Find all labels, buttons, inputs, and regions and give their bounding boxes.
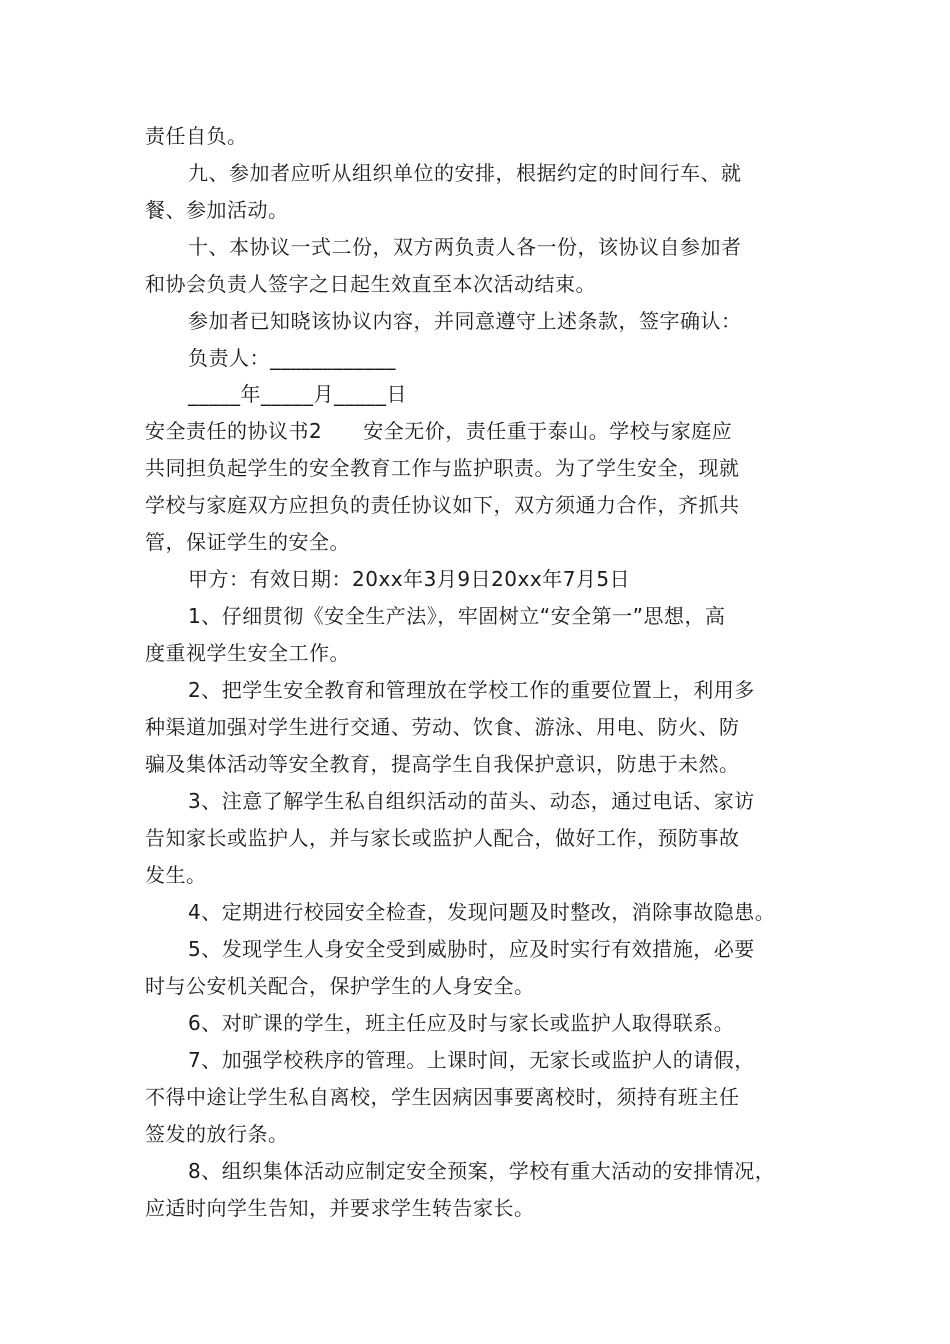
paragraph-line: 学校与家庭双方应担负的责任协议如下，双方须通力合作，齐抓共 [145,493,740,517]
paragraph-line: 骗及集体活动等安全教育，提高学生自我保护意识，防患于未然。 [145,752,740,776]
signature-line: 负责人：____________ [188,346,396,370]
paragraph-line: 3、注意了解学生私自组织活动的苗头、动态，通过电话、家访 [188,789,755,813]
date-line: _____年_____月_____日 [188,382,407,406]
paragraph-line: 时与公安机关配合，保护学生的人身安全。 [145,974,535,998]
paragraph-line: 甲方：有效日期：20xx年3月9日20xx年7月5日 [188,567,631,591]
paragraph-line: 告知家长或监护人，并与家长或监护人配合，做好工作，预防事故 [145,826,740,850]
paragraph-line: 共同担负起学生的安全教育工作与监护职责。为了学生安全，现就 [145,456,740,480]
paragraph-line: 应适时向学生告知，并要求学生转告家长。 [145,1196,535,1220]
paragraph-line: 6、对旷课的学生，班主任应及时与家长或监护人取得联系。 [188,1011,735,1035]
paragraph-line: 5、发现学生人身安全受到威胁时，应及时实行有效措施，必要 [188,937,755,961]
paragraph-line: 十、本协议一式二份，双方两负责人各一份，该协议自参加者 [188,235,742,259]
paragraph-line: 度重视学生安全工作。 [145,641,350,665]
paragraph-line: 4、定期进行校园安全检查，发现问题及时整改，消除事故隐患。 [188,900,776,924]
paragraph-line: 8、组织集体活动应制定安全预案，学校有重大活动的安排情况， [188,1159,776,1183]
paragraph-line: 九、参加者应听从组织单位的安排，根据约定的时间行车、就 [188,161,742,185]
paragraph-line: 2、把学生安全教育和管理放在学校工作的重要位置上，利用多 [188,678,755,702]
paragraph-line: 签发的放行条。 [145,1122,289,1146]
paragraph-line: 7、加强学校秩序的管理。上课时间，无家长或监护人的请假， [188,1048,755,1072]
paragraph-line: 不得中途让学生私自离校，学生因病因事要离校时，须持有班主任 [145,1085,740,1109]
paragraph-line: 发生。 [145,863,207,887]
paragraph-line: 1、仔细贯彻《安全生产法》，牢固树立“安全第一”思想，高 [188,604,726,628]
section-heading-line: 安全责任的协议书2 安全无价，责任重于泰山。学校与家庭应 [145,419,733,443]
paragraph-line: 参加者已知晓该协议内容，并同意遵守上述条款，签字确认： [188,309,742,333]
paragraph-line: 和协会负责人签字之日起生效直至本次活动结束。 [145,272,596,296]
paragraph-line: 种渠道加强对学生进行交通、劳动、饮食、游泳、用电、防火、防 [145,715,740,739]
paragraph-line: 责任自负。 [145,124,248,148]
paragraph-line: 餐、参加活动。 [145,198,289,222]
paragraph-line: 管，保证学生的安全。 [145,530,350,554]
